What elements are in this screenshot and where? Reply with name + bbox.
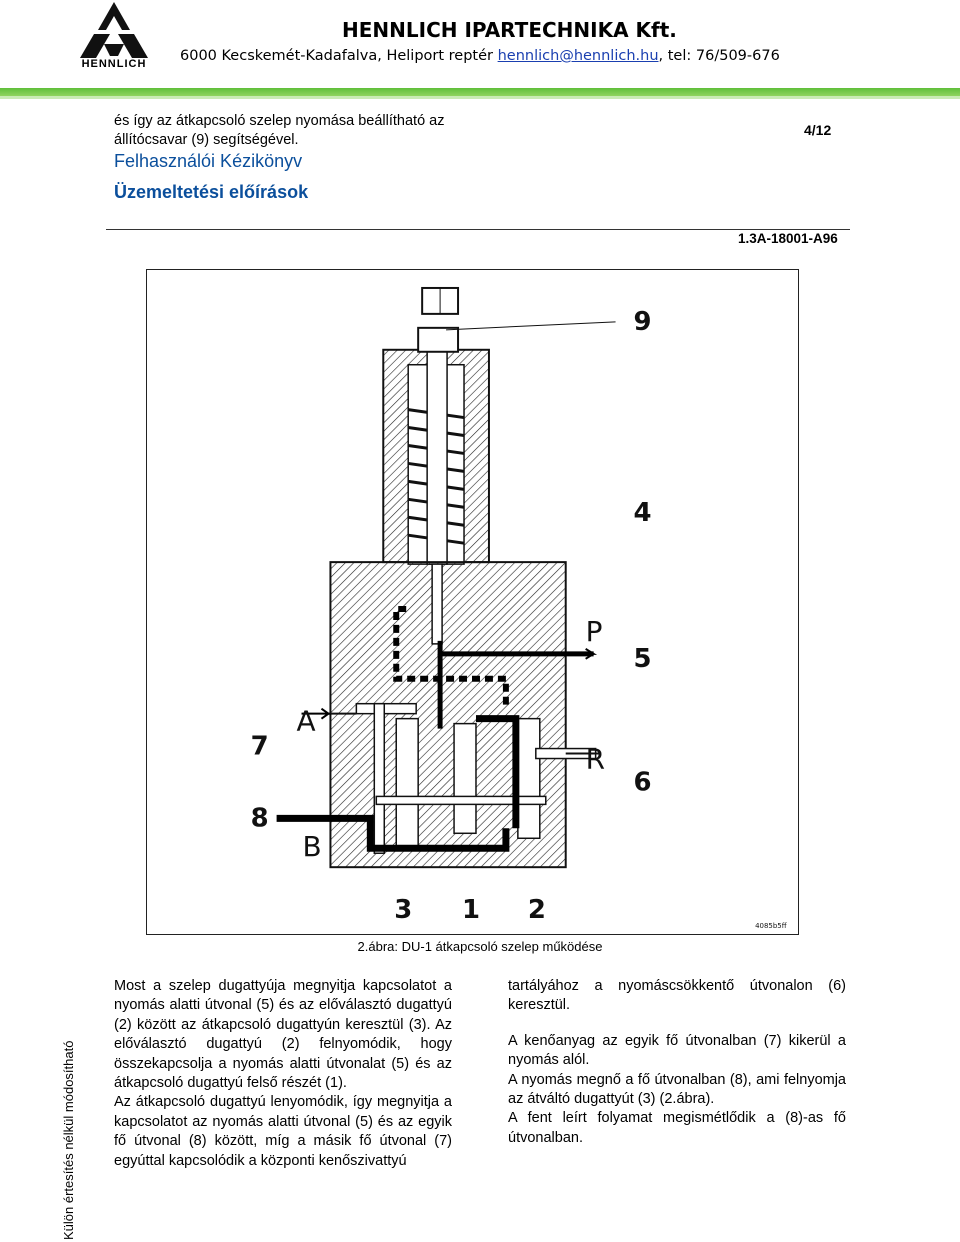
lock-nut	[418, 328, 458, 352]
label-2: 2	[527, 895, 546, 926]
doc-code: 1.3A-18001-A96	[738, 231, 838, 246]
label-3: 3	[394, 895, 413, 926]
valve-diagram-svg	[147, 270, 798, 934]
label-B: B	[302, 830, 322, 864]
header-green-bar-light	[0, 96, 960, 99]
paragraph: Most a szelep dugattyúja megnyitja kapcsolatot a nyomás alatti útvonal (5) és az előválasztó dugattyú (2) között az átkapcsoló dugattyún keresztül (3). Az előválasztó dugattyú (2) felnyomódik, hogy összekapcsolja a nyomás alatti útvonalat (5) és az átkapcsoló dugattyú felső részét (1).	[114, 978, 452, 1092]
address-suffix: , tel: 76/509-676	[658, 48, 780, 64]
logo-text: HENNLICH	[81, 58, 147, 70]
label-P: P	[585, 614, 603, 648]
doc-subtitle: Üzemeltetési előírások	[114, 182, 309, 202]
address-prefix: 6000 Kecskemét-Kadafalva, Heliport reptér	[180, 48, 498, 64]
paragraph: A kenőanyag az egyik fő útvonalban (7) kikerül a nyomás alól.	[508, 1032, 846, 1069]
company-name: HENNLICH IPARTECHNIKA Kft.	[342, 18, 677, 42]
label-4: 4	[633, 498, 652, 529]
label-A: A	[296, 704, 316, 738]
paragraph: Az átkapcsoló dugattyú lenyomódik, így megnyitja a kapcsolatot az nyomás alatti útvonal (5) és az egyik fő útvonal (8) között, míg a másik fő útvonal (7) egyúttal kapcsolódik a központi kenőszivattyú	[114, 1094, 452, 1169]
company-address	[180, 48, 780, 64]
label-R: R	[585, 742, 606, 776]
body-column-right	[508, 977, 846, 1148]
paragraph: A fent leírt folyamat megismétlődik a (8)-as fő útvonalban.	[508, 1110, 846, 1146]
figure-caption: 2.ábra: DU-1 átkapcsoló szelep működése	[357, 939, 603, 954]
hennlich-logo-icon	[74, 0, 154, 62]
label-9: 9	[633, 306, 652, 337]
label-8: 8	[250, 803, 269, 834]
figure-ref: 4085b5ff	[755, 921, 787, 930]
label-1: 1	[462, 895, 481, 926]
doc-title: Felhasználói Kézikönyv	[114, 151, 303, 171]
adjusting-rod	[427, 330, 447, 564]
label-5: 5	[633, 643, 652, 674]
side-note: Külön értesítés nélkül módosítható	[61, 1040, 76, 1240]
valve-diagram	[146, 269, 799, 935]
page-number: 4/12	[804, 122, 832, 138]
company-logo	[74, 0, 154, 78]
label-7: 7	[250, 731, 269, 762]
header-green-bar	[0, 88, 960, 96]
intro-text: és így az átkapcsoló szelep nyomása beállítható az állítócsavar (9) segítségével.	[114, 113, 445, 148]
header-rule	[106, 229, 850, 230]
paragraph: A nyomás megnő a fő útvonalban (8), ami felnyomja az átváltó dugattyút (3) (2.ábra).	[508, 1071, 846, 1108]
paragraph: tartályához a nyomáscsökkentő útvonalon (6) keresztül.	[508, 978, 846, 1014]
email-link[interactable]: hennlich@hennlich.hu	[497, 48, 659, 64]
label-6: 6	[633, 767, 652, 798]
body-column-left	[114, 977, 452, 1171]
